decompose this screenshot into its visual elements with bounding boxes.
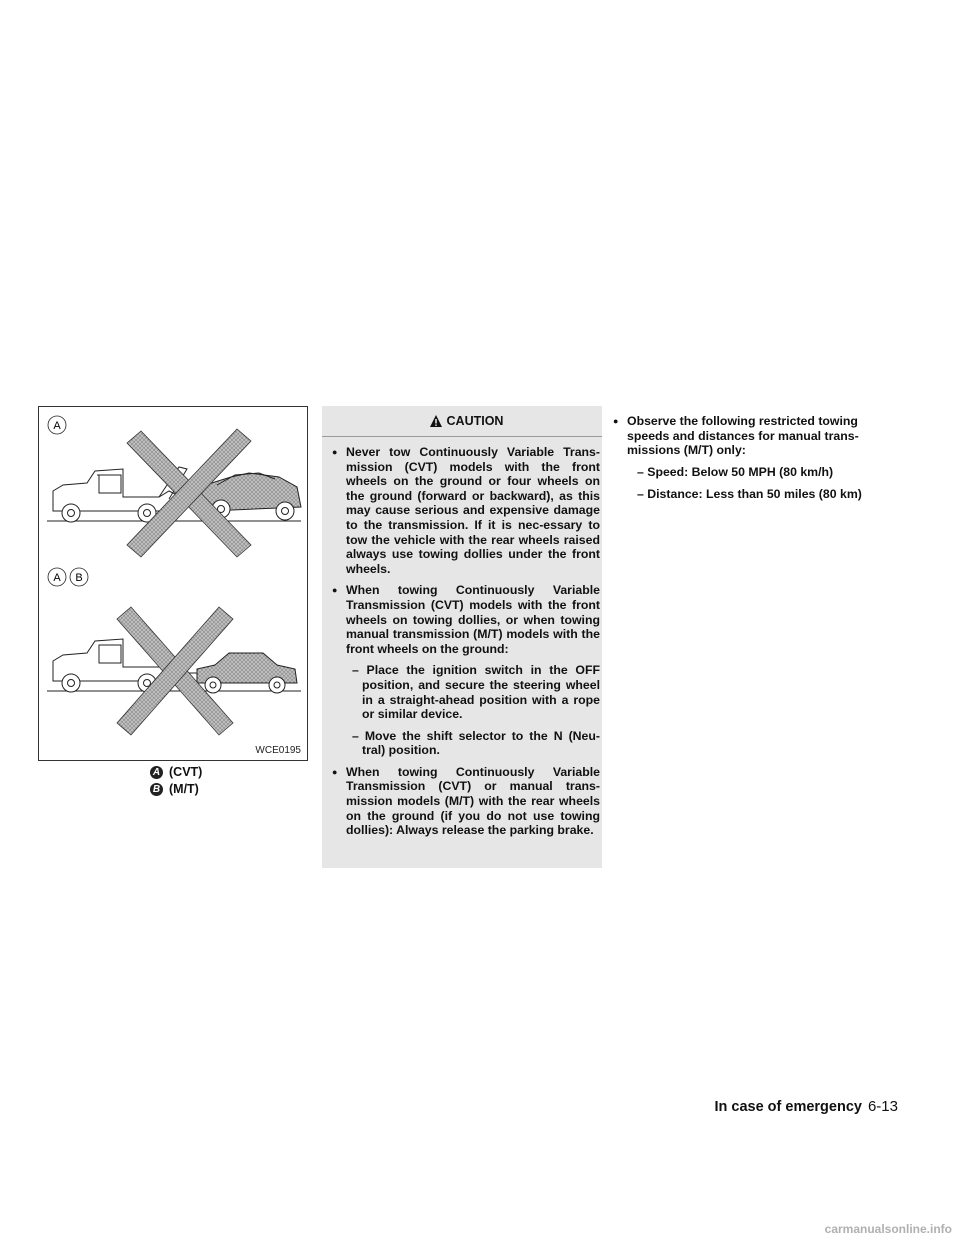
caution-bullet-2: ● When towing Continuously Variable Transmission (CVT) models with the front wheels on towing dollies, or when towing manual transmission (M/T) models with the front wheels on the ground: <box>332 583 600 656</box>
page-footer <box>714 1098 898 1115</box>
caption-text-a: (CVT) <box>169 765 203 779</box>
warning-icon <box>429 414 443 428</box>
caution-dash-2: – Move the shift selector to the N (Neu-tral) position. <box>352 728 600 758</box>
towed-car-bottom <box>197 653 297 693</box>
page-number: 6-13 <box>867 1098 898 1115</box>
right-bullet: ● Observe the following restricted towing speeds and distances for manual trans-missions (M/T) only: <box>613 414 897 458</box>
towing-illustration <box>39 407 309 762</box>
caution-title: CAUTION <box>446 414 504 428</box>
caption-a <box>150 764 202 781</box>
caption-letter-b: B <box>150 783 163 796</box>
caption-text-b: (M/T) <box>169 782 199 796</box>
right-dash-distance: – Distance: Less than 50 miles (80 km) <box>637 487 862 502</box>
caution-box <box>322 406 602 868</box>
right-dash-speed: – Speed: Below 50 MPH (80 km/h) <box>637 464 834 479</box>
right-column <box>613 414 897 510</box>
svg-text:A: A <box>53 572 61 584</box>
towing-figure <box>38 406 308 761</box>
svg-text:A: A <box>53 420 61 432</box>
figure-captions <box>150 764 202 798</box>
caution-divider <box>322 436 602 437</box>
caution-bullet-3: ● When towing Continuously Variable Transmission (CVT) or manual trans-mission models (M/T) with the rear wheels on the ground (if you do not use towing dollies): Always release the parking brake. <box>332 765 600 838</box>
caption-letter-a: A <box>150 766 163 779</box>
caption-b <box>150 781 202 798</box>
svg-text:B: B <box>75 572 83 584</box>
watermark: carmanualsonline.info <box>824 1222 952 1236</box>
figure-code: WCE0195 <box>255 745 301 756</box>
label-a-top <box>48 416 66 434</box>
label-b-bottom <box>70 568 88 586</box>
caution-heading <box>332 406 600 430</box>
caution-dash-1: – Place the ignition switch in the OFF position, and secure the steering wheel in a straight-ahead position with a rope or similar device. <box>352 663 600 722</box>
caution-bullet-1: ● Never tow Continuously Variable Trans-mission (CVT) models with the front wheels on the ground or four wheels on the ground (forward or backward), as this may cause serious and expensive damage to the transmission. If it is nec-essary to tow the vehicle with the rear wheels raised always use towing dollies under the front wheels. <box>332 445 600 576</box>
label-a-bottom <box>48 568 66 586</box>
section-title: In case of emergency <box>714 1099 862 1115</box>
